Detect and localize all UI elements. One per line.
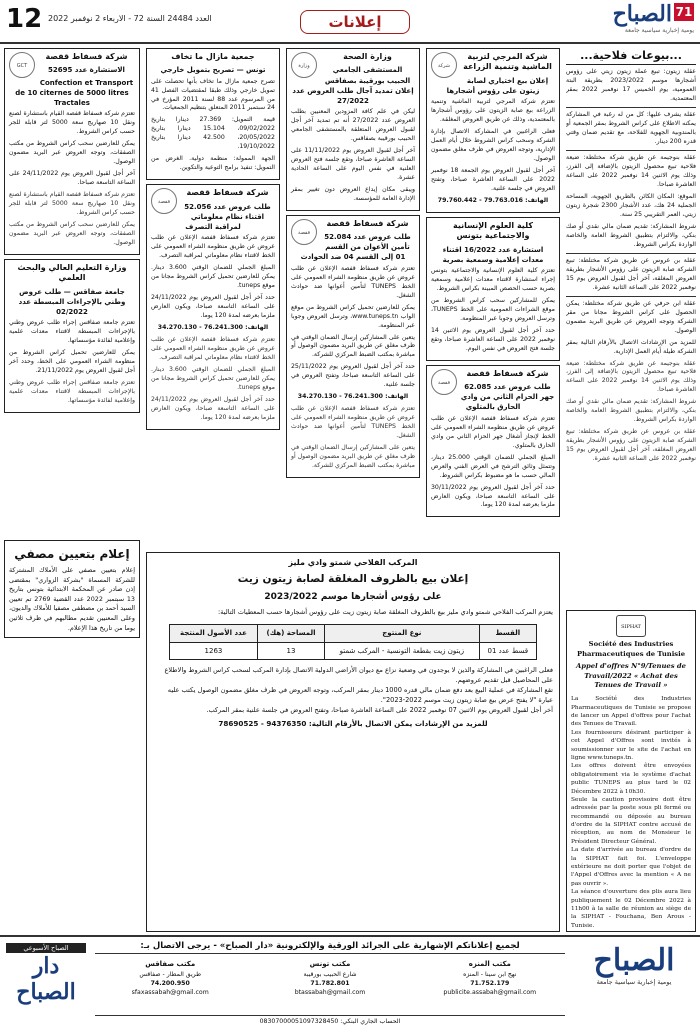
table-cell: زيتون زيت بقطعة التونسية - المركب شمتو	[325, 642, 479, 660]
column-4	[146, 48, 280, 568]
ad-paragraph: يمكن للعارضين تحميل كراس الشروط من منظومة الشراء العمومي على الخط، وحدد آخر أجل لقبول العروض يوم 21/11/2022.	[9, 348, 135, 374]
column-2	[426, 48, 560, 568]
ad-paragraph: La séance d'ouverture des plis aura lieu publiquement le 02 Décembre 2022 à 11h00 à la salle de réunion au siège de la SIPHAT - Fouchana, Ben Arous - Tunisie.	[571, 889, 691, 929]
ad-subtitle: Appel d'offres N°9/Tenues de Travail/2022 « Achat des Tenues de Travail »	[575, 661, 687, 690]
ad-title: كلية العلوم الإنسانية والاجتماعية بتونس	[453, 220, 533, 241]
ad-paragraph: حدد آخر أجل لقبول العروض يوم الاثنين 14 نوفمبر 2022 على الساعة العاشرة صباحا، وتقع جلسة فتح العروض في نفس اليوم.	[431, 326, 555, 352]
footer-brand2-name: دار الصباح	[16, 953, 76, 1005]
office-phone[interactable]: 74.200.950	[150, 979, 190, 987]
ad-paragraph: ويبقى مكان إيداع العروض دون تغيير بمقر الإدارة العامة للمؤسسة.	[291, 185, 415, 202]
ad-title: وزارة التعليم العالي والبحث العلمي	[17, 262, 127, 283]
office-name: مكتب تونس	[309, 960, 351, 968]
agri-paragraph: عقلة يشرف عليها: كل من له رغبة في المشاركة يمكنه الاطلاع على كراس الشروط بمقر الجمعية أو بالمندوبية الجهوية للفلاحة، مع تقديم ضمان وقتي قدره 200 دينار.	[566, 110, 696, 145]
column-header: عدد الأصول المنتجة	[170, 625, 258, 643]
ad-title: شركة فسفاط قفصة	[326, 218, 409, 228]
ad-title: شركة فسفاط قفصة	[466, 368, 549, 378]
ad-paragraph: تعتزم شركة فسفاط قفصة الإعلان عن طلب عروض عن طريق منظومة الشراء العمومي على الخط TUNEPS لتأمين أعوانها ضد حوادث الشغل.	[291, 405, 415, 440]
ad-title: إعلام بتعيين مصفي	[14, 547, 130, 561]
ad-higher-education	[4, 259, 140, 413]
table-cell: 1263	[170, 642, 258, 660]
ad-issuer: المركب الفلاحي شمتو وادي مليز	[288, 558, 418, 567]
contact-office	[95, 959, 245, 997]
ad-subtitle: طلب عروض عدد 62.085 جهر الحزام الثاني من وادي الحارق بالمتلوي	[460, 383, 555, 412]
agri-intro: عقلة زيتون: تبيع عملة زيتون زيتي على رؤوس أشجارها موسم 2023/2022 بطريقة البتة العمومية، يوم الخميس 17 نوفمبر 2022 بمقر المعتمدية.	[566, 67, 696, 102]
ad-phosphate-gafsa-52084	[286, 215, 420, 478]
ad-subtitle: طلب عروض عدد 52.056 اقتناء نظام معلوماتي لمراقبة التصرف	[184, 202, 271, 232]
column-agricultural-sales	[566, 48, 696, 608]
agri-paragraph: عقلة ابن حرفي عن طريق شركة مختلطة: يمكن الحصول على كراس الشروط مجانا من مقر الشركة وتوجه العروض عن طريق البريد مضمون الوصول.	[566, 299, 696, 334]
office-name: مكتب صفاقس	[145, 960, 196, 968]
ad-paragraph: فعلى الراغبين في المشاركة والذين لا يوجدون في وضعية نزاع مع ديوان الأراضي الدولية الاتصال بإدارة المركب لسحب كراس الشروط والاطلاع على المحاصيل قبل تقديم عروضهم.	[164, 666, 553, 685]
footer-brand-tagline: يومية إخبارية سياسية جامعة	[596, 978, 672, 986]
gct-logo-icon: GCT	[9, 52, 35, 78]
agri-paragraph: عقلة بنوجيمة عن طريق شركة مختلطة: ضيعة فلاحية تبيع محصول الزيتون بالإضافة إلى الفرز، وذلك يوم الاثنين 14 نوفمبر 2022 على الساعة العاشرة صباحا.	[566, 153, 696, 188]
ad-paragraph: La Société des Industries Pharmaceutiques de Tunisie se propose de lancer un Appel d'offres pour l'achat des Tenues de Travail.	[571, 696, 691, 728]
ad-subtitle: تونس — تصريح بتمويل خارجي	[160, 66, 266, 75]
ad-subtitle-fr: Confection et Transport de 10 citernes de 5000 litres Tractales	[15, 78, 134, 107]
footer-brand[interactable]	[574, 943, 694, 986]
contact-office	[255, 959, 405, 997]
office-address: نهج ابن سينا - المنزه	[463, 970, 517, 978]
ad-marji-company	[426, 48, 560, 213]
divider	[566, 107, 696, 108]
table-row	[170, 642, 537, 660]
ad-paragraph: تعتزم شركة فسفاط قفصة القيام باستشارة لصنع ونقل 10 صهاريج سعة 5000 لتر قابلة للجر حسب كراس الشروط.	[9, 190, 135, 216]
ad-subtitle: المستشفى الجامعي الحبيب بورقيبة بصفاقس إعلان تمديد آجال طلب العروض عدد 27/2022	[292, 66, 414, 105]
column-header: المساحة (هك)	[257, 625, 324, 643]
ad-subtitle: جامعة صفاقس — طلب عروض وطني بالإجراءات المبسطة عدد 02/2022	[18, 287, 126, 316]
ad-paragraph: آخر أجل لقبول العروض يوم 11/11/2022 على الساعة العاشرة صباحا، وتقع جلسة فتح العروض العلنية في نفس اليوم على الساعة الحادية عشرة.	[291, 146, 415, 181]
ad-title: وزارة الصحة	[343, 52, 392, 61]
office-address: شارع الحبيب بورقيبة	[303, 970, 357, 978]
ad-paragraph: يمكن للعارضين سحب كراس الشروط من مكتب الصفقات، وتوجه العروض عبر البريد مضمون الوصول.	[9, 139, 135, 165]
gafsa-logo-icon: قفصة	[291, 219, 317, 245]
ad-paragraph: يمكن للمشاركين سحب كراس الشروط من موقع الشراءات العمومية على الخط TUNEPS، وترسل العروض وجوبا عبر المنظومة.	[431, 296, 555, 322]
ad-paragraph: تعتزم شركة فسفاط قفصة الإعلان عن طلب عروض عن طريق منظومة الشراء العمومي على الخط لاقتناء نظام معلوماتي لمراقبة التصرف.	[151, 234, 275, 260]
ad-paragraph: تقع المشاركة في عملية البيع بعد دفع ضمان مالي قدره 1000 دينار بمقر المركب، وتوجه العروض في ظرف مغلق مضمون الوصول يكتب عليه عبارة "لا يفتح عرض بيع صابة زيتون زيت موسم 2022-2023".	[167, 685, 553, 704]
ad-phosphate-gafsa-52695	[4, 48, 140, 255]
ad-paragraph: فعلى الراغبين في المشاركة الاتصال بإدارة الشركة وسحب كراس الشروط خلال أيام العمل الإدارية، وتوجه العروض في ظرف مغلق مضمون الوصول.	[431, 128, 555, 162]
ad-olive-auction	[146, 552, 560, 932]
ad-paragraph: إعلام بتعيين مصفي على الأملاك المشتركة للشركة المسماة "بشركة الزواري" بمقتضى إذن صادر عن المحكمة الابتدائية بتونس بتاريخ 13 سبتمبر 2022 عدد القضية 2769 تم تعيين السيد أحمد بن مصطفى مصفيا للأملاك والديون، وعلى المعنيين تقديم مطالبهم في ظرف ثلاثين يوما من تاريخ هذا الإعلام.	[9, 566, 135, 632]
ad-subtitle: على رؤوس أشجارها موسم 2023/2022	[264, 591, 442, 602]
ad-phones: الهاتف: 79.763.016 - 79.760.442	[437, 196, 549, 204]
ad-paragraph: آخر أجل لقبول العروض يوم الجمعة 18 نوفمبر 2022 على الساعة العاشرة صباحا، وتفتح العروض في جلسة علنية.	[431, 166, 556, 192]
ministry-emblem-icon: وزارة	[291, 52, 317, 78]
ad-contact: الهاتف: 76.241.300 - 34.270.130	[297, 393, 409, 401]
ad-paragraph: Seule la caution provisoire doit être adressée par la poste sous pli fermé ou recommandé ou déposée au bureau d'ordre de la SIPHAT contre accusé de réception, au nom de Monsieur le Président Directeur Général.	[571, 796, 691, 845]
ad-paragraph: تعتزم كلية العلوم الإنسانية والاجتماعية بتونس إجراء استشارة لاقتناء معدات إعلامية وسمعية بصرية حسب الحصص المبينة بكراس الشروط.	[431, 266, 555, 292]
agri-paragraph: شروط المشاركة: تقديم ضمان مالي نقدي أو صك بنكي، والالتزام بتطبيق الشروط العامة والخاصة الواردة بكراس الشروط.	[566, 222, 696, 248]
office-name: مكتب المنزه	[468, 960, 511, 968]
ad-subtitle: استشارة عدد 16/2022 اقتناء معدات إعلامية وسمعية بصرية	[442, 245, 544, 264]
table-cell: 13	[257, 642, 324, 660]
ad-paragraph: يتعين على المشاركين إرسال الضمان الوقتي في ظرف مغلق عن طريق البريد مضمون الوصول أو مباشرة بمكتب الضبط المركزي للشركة.	[291, 333, 415, 359]
ad-liquidator-appointment	[4, 540, 140, 638]
footer-brand-secondary[interactable]	[6, 943, 86, 1005]
bank-account: الحساب الجاري البنكي: 08307000051097328450	[95, 1015, 565, 1025]
divider	[566, 150, 696, 151]
table-header-row	[170, 625, 537, 643]
divider	[566, 253, 696, 254]
agri-paragraph: الموقع: المكان الكائن بالطريق الجهوية، المساحة الجملية 24 هك، عدد الأشجار 2300 شجرة زيتون زيتي، العمر التقريبي 25 سنة.	[566, 192, 696, 218]
ad-paragraph: ليكن في علم كافة المزودين المعنيين بطلب العروض عدد 27/2022 أنه تم تمديد آخر أجل لقبول العروض المتعلقة بالمستشفى الجامعي الحبيب بورقيبة بصفاقس.	[291, 107, 415, 142]
contact-office	[415, 959, 565, 997]
issue-line: العدد 24484 السنة 72 - الاربعاء 2 نوفمبر 2022	[48, 14, 212, 23]
agri-paragraph: للمزيد من الإرشادات الاتصال بالأرقام التالية بمقر الشركة طيلة أيام العمل الإدارية.	[566, 338, 696, 355]
ad-paragraph: المبلغ الجملي للضمان الوقتي 25.000 دينار، وتتمثل وثائق الترشح في العرض الفني والعرض المالي حسب ما هو مضبوط بكراس الشروط.	[431, 453, 556, 479]
ad-paragraph: La date d'arrivée au bureau d'ordre de la SIPHAT fait foi. L'enveloppe extérieure ne doit porter que l'objet de l'Appel d'Offres avec la mention « A ne pas ouvrir ».	[571, 847, 691, 887]
page-footer	[0, 935, 700, 1030]
ad-title: شركة فسفاط قفصة	[45, 52, 128, 61]
contact-banner: لجميع إعلاناتكم الإشهارية على الجرائد الورقية والإلكترونية «دار الصباح» - يرجى الاتصال بـ:	[95, 941, 565, 954]
footer-brand2-tagline: الصباح الأسبوعي	[6, 943, 86, 953]
agri-paragraph: عقلة بنوجيمة عن طريق شركة مختلطة: ضيعة فلاحية تبيع محصول الزيتون بالإضافة إلى الفرز، وذلك يوم الاثنين 14 نوفمبر 2022 على الساعة العاشرة صباحا.	[566, 359, 696, 394]
ad-paragraph: يمكن للعارضين سحب كراس الشروط من مكتب الصفقات، وتوجه العروض عبر البريد مضمون الوصول.	[9, 220, 135, 246]
office-address: طريق المطار - صفاقس	[139, 970, 202, 978]
ad-paragraph: تصرح جمعية مازال ما تخاف بأنها تحصلت على تمويل خارجي وذلك طبقا لمقتضيات الفصل 41 من المرسوم عدد 88 لسنة 2011 المؤرخ في 24 سبتمبر 2011 المتعلق بتنظيم الجمعيات.	[151, 77, 275, 112]
ad-paragraph: يتعين على المشاركين إرسال الضمان الوقتي في ظرف مغلق عن طريق البريد مضمون الوصول أو مباشرة بمكتب الضبط المركزي للشركة.	[291, 444, 415, 470]
ad-paragraph: آخر أجل لقبول العروض يوم الاثنين 07 نوفمبر 2022 على الساعة العاشرة صباحا، وتفتح العروض في جلسة علنية بمقر المركب.	[206, 705, 553, 714]
brand-logo[interactable]	[602, 3, 694, 39]
ad-paragraph: المبلغ الجملي للضمان الوقتي 3.600 دينار. يمكن للعارضين تحميل كراس الشروط مجانا من موقع tuneps.	[151, 365, 275, 391]
divider	[566, 296, 696, 297]
ad-contact: للمزيد من الإرشادات يمكن الاتصال بالأرقام التالية: 94376350 - 78690525	[218, 718, 488, 728]
ad-title: شركة فسفاط قفصة	[186, 188, 269, 198]
ad-phosphate-gafsa-52056	[146, 184, 280, 430]
ad-subtitle: الاستشارة عدد 52695	[48, 66, 125, 75]
ad-paragraph: تعتزم شركة فسفاط قفصة الإعلان عن طلب عروض عن طريق منظومة الشراء العمومي على الخط لإنجاز أشغال جهر الحزام الثاني من وادي الحارق بالمتلوي.	[431, 414, 555, 449]
ad-health-ministry	[286, 48, 420, 211]
company-logo-icon: شركة	[431, 52, 457, 78]
ad-paragraph: تعتزم شركة فسفاط قفصة الإعلان عن طلب عروض عن طريق منظومة الشراء العمومي على الخط TUNEPS لتأمين أعوانها ضد حوادث الشغل.	[291, 264, 415, 299]
ad-association-declaration	[146, 48, 280, 180]
gafsa-logo-icon: قفصة	[151, 188, 177, 214]
ad-siphat	[566, 610, 696, 932]
column-header: القسط	[479, 625, 536, 643]
siphat-logo-icon: SIPHAT	[616, 615, 646, 637]
brand-name: الصباح	[612, 1, 672, 27]
section-title: إعلانات	[300, 10, 410, 34]
column-5	[4, 48, 140, 968]
brand-tagline: يومية إخبارية سياسية جامعة	[624, 27, 694, 34]
ad-phosphate-gafsa-62085	[426, 365, 560, 518]
ad-paragraph: قيمة التمويل: 27.369 دينارا بتاريخ 09/02/2022، 15.104 دينارا بتاريخ 20/05/2022، 42.500 دينارا بتاريخ 19/10/2022.	[151, 116, 275, 151]
ad-contact: الهاتف: 76.241.300 - 34.270.130	[157, 324, 269, 332]
ad-title: جمعية مازال ما تخاف	[171, 52, 255, 61]
ad-paragraph: تعتزم جامعة صفاقس إجراء طلب عروض وطني بالإجراءات المبسطة لاقتناء معدات علمية وإعلامية لفائدة مؤسساتها.	[9, 378, 135, 404]
ad-paragraph: تعتزم شركة المرجي لتربية الماشية وتنمية الزراعة بيع صابة الزيتون على رؤوس أشجارها بالمعتمدية، وذلك عن طريق العروض المغلقة.	[431, 98, 555, 124]
page-number: 12	[6, 4, 43, 34]
ad-title: إعلان بيع بالظروف المغلقة لصابة زيتون زيت	[237, 573, 469, 585]
agri-paragraph: عقلة بن عروس عن طريق شركة مختلطة: تبيع الشركة صابة الزيتون على رؤوس الأشجار بطريقة العروض المغلقة، آخر أجل لقبول العروض يوم 15 نوفمبر 2022 على الساعة الثانية عشرة.	[566, 256, 696, 291]
ad-title: Société des Industries Pharmaceutiques de Tunisie	[576, 640, 686, 658]
ad-paragraph: تعتزم شركة فسفاط قفصة الإعلان عن طلب عروض عن طريق منظومة الشراء العمومي على الخط لاقتناء نظام معلوماتي لمراقبة التصرف.	[151, 336, 275, 361]
ad-subtitle: طلب عروض عدد 52.084 تأمين الأعوان من القسم 01 إلى القسم 04 ضد الحوادث	[300, 233, 411, 262]
gafsa-logo-icon: قفصة	[431, 369, 457, 395]
ad-paragraph: حدد آخر أجل لقبول العروض يوم 24/11/2022 على الساعة التاسعة صباحا، ويكون العارض ملزما بعرضه لمدة 120 يوما.	[151, 294, 275, 320]
ad-paragraph: آخر أجل لقبول العروض يوم 24/11/2022 على الساعة التاسعة صباحا.	[9, 169, 135, 186]
ad-paragraph: يمكن للعارضين تحميل كراس الشروط من موقع الواب www.tuneps.tn، وترسل العروض وجوبا عبر المنظومة.	[291, 303, 416, 329]
table-cell: قسط عدد 01	[479, 642, 536, 660]
ad-paragraph: Les fournisseurs désirant participer à cet Appel d'Offres sont invités à soumissionner sur le site de l'achat en ligne www.tuneps.tn.	[571, 729, 691, 761]
ad-faculty-tunis	[426, 217, 560, 361]
office-phone[interactable]: 71.752.179	[470, 979, 510, 987]
page-header	[0, 0, 700, 44]
ad-paragraph: حدد آخر أجل لقبول العروض يوم 24/11/2022 على الساعة التاسعة صباحا، ويكون العارض ملزما بعرضه لمدة 120 يوما.	[151, 395, 275, 421]
ad-paragraph: تعتزم شركة فسفاط قفصة القيام باستشارة لصنع ونقل 10 صهاريج سعة 5000 لتر قابلة للجر حسب كراس الشروط.	[9, 109, 135, 135]
ad-title: شركة المرجي لتربية الماشية وتنمية الزراعة	[463, 52, 552, 72]
ad-paragraph: تعتزم جامعة صفاقس إجراء طلب عروض وطني بالإجراءات المبسطة لاقتناء معدات علمية وإعلامية لفائدة مؤسساتها.	[9, 318, 135, 344]
ad-paragraph: المبلغ الجملي للضمان الوقتي 3.600 دينار. يمكن للعارضين تحميل كراس الشروط مجانا من موقع tuneps.	[151, 264, 275, 290]
office-phone[interactable]: 71.782.801	[310, 979, 350, 987]
ad-subtitle: إعلان بيع اختياري لصابة زيتون على رؤوس أشجارها	[446, 76, 549, 95]
office-email[interactable]: sfaxassabah@gmail.com	[131, 989, 209, 997]
ad-paragraph: حدد آخر أجل لقبول العروض يوم 25/11/2022 على الساعة التاسعة صباحا، وتفتح العروض في جلسة علنية.	[291, 363, 415, 389]
column-3	[286, 48, 420, 568]
agri-heading: ...بيوعات فلاحية...	[566, 48, 696, 65]
lots-table	[169, 624, 537, 660]
ad-paragraph: الجهة الممولة: منظمة دولية. الغرض من التمويل: تنفيذ برامج التوعية والتكوين.	[151, 155, 275, 172]
brand-flag: 71	[675, 5, 693, 19]
ad-paragraph: يعتزم المركب الفلاحي شمتو وادي مليز بيع بالظروف المغلقة صابة زيتون زيت على رؤوس أشجارها حسب المعطيات التالية:	[218, 608, 553, 617]
contact-row	[95, 959, 565, 997]
ad-paragraph: حدد آخر أجل لقبول العروض يوم 30/11/2022 على الساعة التاسعة صباحا، ويكون العارض ملزما بعرضه لمدة 120 يوما.	[431, 483, 555, 509]
agri-paragraph: شروط المشاركة: تقديم ضمان مالي نقدي أو صك بنكي، والالتزام بتطبيق الشروط العامة والخاصة الواردة بكراس الشروط.	[566, 398, 696, 424]
office-email[interactable]: publicite.assabah@gmail.com	[443, 989, 537, 997]
agri-paragraph: عقلة بن عروس عن طريق شركة مختلطة: تبيع الشركة صابة الزيتون على رؤوس الأشجار بطريقة العروض المغلقة، آخر أجل لقبول العروض يوم 15 نوفمبر 2022 على الساعة الثانية عشرة.	[566, 428, 696, 463]
ad-paragraph: Les offres doivent être envoyées obligatoirement via le système d'achat public TUNEPS au plus tard le 02 Décembre 2022 à 10h30.	[571, 763, 691, 795]
column-header: نوع المنتوج	[325, 625, 479, 643]
office-email[interactable]: btassabah@gmail.com	[294, 989, 366, 997]
footer-brand-name: الصباح	[593, 943, 675, 978]
